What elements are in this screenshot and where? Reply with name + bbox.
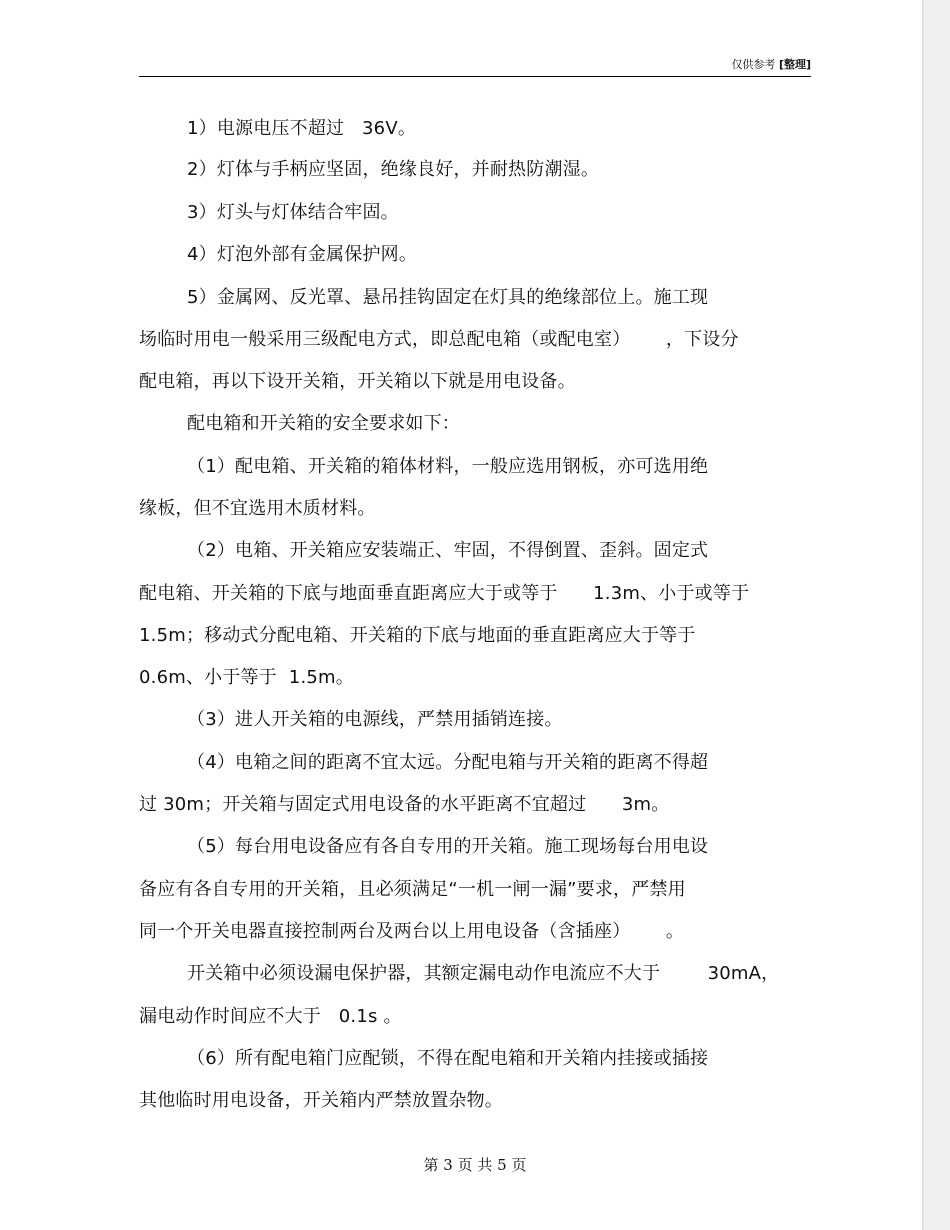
text-line: 漏电动作时间应不大于 0.1s 。 <box>139 1006 402 1027</box>
text-line: （2）电箱、开关箱应安装端正、牢固，不得倒置、歪斜。固定式 <box>187 540 709 561</box>
text-line: 1.5m；移动式分配电箱、开关箱的下底与地面的垂直距离应大于等于 <box>139 625 696 646</box>
text-line: 2）灯体与手柄应坚固，绝缘良好，并耐热防潮湿。 <box>187 159 600 180</box>
page-number-footer: 第 3 页 共 5 页 <box>423 1156 527 1174</box>
header-bracket: [整理] <box>778 58 811 71</box>
text-line: 过 30m；开关箱与固定式用电设备的水平距离不宜超过 3m。 <box>139 794 670 815</box>
text-line: 开关箱中必须设漏电保护器，其额定漏电动作电流应不大于 30mA， <box>187 963 780 984</box>
text-line: 0.6m、小于等于 1.5m。 <box>139 667 354 688</box>
text-line: 其他临时用电设备，开关箱内严禁放置杂物。 <box>139 1090 503 1111</box>
text-line: 场临时用电一般采用三级配电方式，即总配电箱（或配电室） ，下设分 <box>139 329 739 350</box>
text-line: （6）所有配电箱门应配锁，不得在配电箱和开关箱内挂接或插接 <box>187 1048 709 1069</box>
text-line: 3）灯头与灯体结合牢固。 <box>187 202 399 223</box>
text-line: （4）电箱之间的距离不宜太远。分配电箱与开关箱的距离不得超 <box>187 752 709 773</box>
text-line: （5）每台用电设备应有各自专用的开关箱。施工现场每台用电设 <box>187 836 709 857</box>
text-line: 缘板，但不宜选用木质材料。 <box>139 498 376 519</box>
text-line: （1）配电箱、开关箱的箱体材料，一般应选用钢板，亦可选用绝 <box>187 456 709 477</box>
text-line: 配电箱和开关箱的安全要求如下： <box>187 413 460 434</box>
page-header <box>139 58 811 77</box>
text-line: 配电箱，再以下设开关箱，开关箱以下就是用电设备。 <box>139 371 576 392</box>
text-line: 配电箱、开关箱的下底与地面垂直距离应大于或等于 1.3m、小于或等于 <box>139 583 750 604</box>
text-line: 备应有各自专用的开关箱，且必须满足“一机一闸一漏”要求，严禁用 <box>139 879 686 900</box>
text-line: （3）进人开关箱的电源线，严禁用插销连接。 <box>187 709 563 730</box>
text-line: 同一个开关电器直接控制两台及两台以上用电设备（含插座） 。 <box>139 921 685 942</box>
text-line: 4）灯泡外部有金属保护网。 <box>187 244 418 265</box>
header-text: 仅供参考 <box>731 58 776 71</box>
header-label <box>731 58 811 72</box>
text-line: 5）金属网、反光罩、悬吊挂钩固定在灯具的绝缘部位上。施工现 <box>187 287 709 308</box>
text-line: 1）电源电压不超过 36V。 <box>187 118 417 139</box>
